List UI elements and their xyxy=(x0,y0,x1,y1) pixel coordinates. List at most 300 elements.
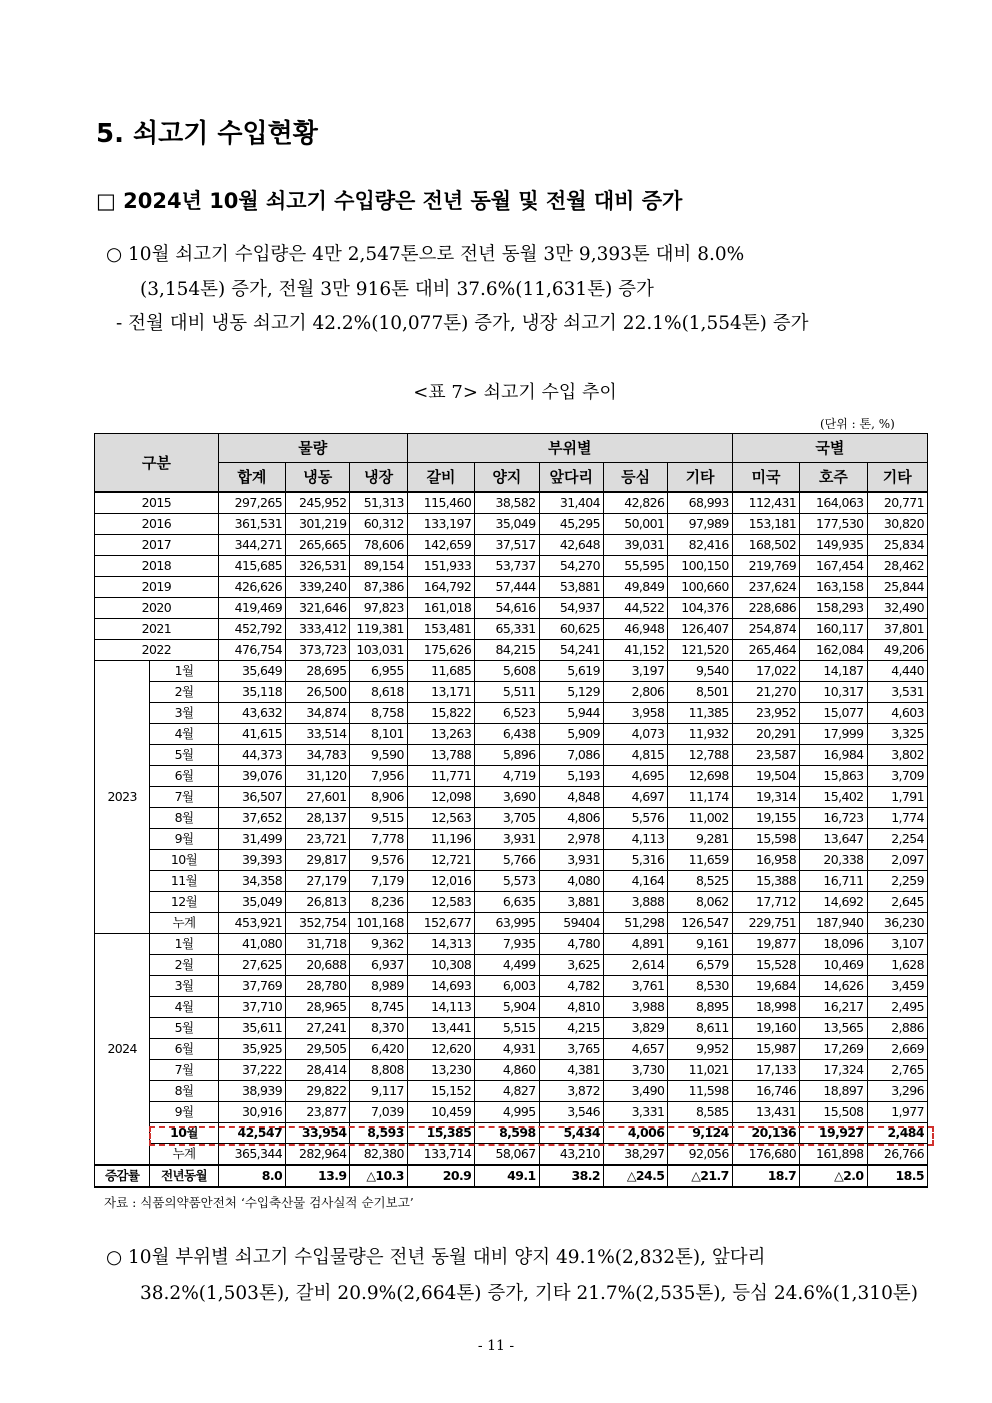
table-cell: 55,595 xyxy=(603,556,667,577)
table-cell: 50,001 xyxy=(603,514,667,535)
table-cell: 6,579 xyxy=(668,955,732,976)
month-label: 8월 xyxy=(150,1081,218,1102)
table-cell: 4,006 xyxy=(603,1123,667,1144)
table-cell: 20,136 xyxy=(732,1123,799,1144)
table-cell: 3,931 xyxy=(539,850,603,871)
month-label: 2월 xyxy=(150,955,218,976)
table-cell: 5,573 xyxy=(475,871,539,892)
month-label: 9월 xyxy=(150,1102,218,1123)
table-row xyxy=(95,850,928,871)
table-cell: 8,618 xyxy=(350,682,407,703)
month-label: 7월 xyxy=(150,1060,218,1081)
month-label: 12월 xyxy=(150,892,218,913)
column-header: 냉장 xyxy=(350,463,407,493)
table-cell: 42,648 xyxy=(539,535,603,556)
table-row xyxy=(95,577,928,598)
table-cell: 54,616 xyxy=(475,598,539,619)
table-cell: 2,765 xyxy=(867,1060,927,1081)
month-label: 1월 xyxy=(150,934,218,955)
month-label: 누계 xyxy=(150,1144,218,1166)
table-cell: 16,958 xyxy=(732,850,799,871)
table-cell: 9,576 xyxy=(350,850,407,871)
table-cell: 60,625 xyxy=(539,619,603,640)
table-cell: 100,660 xyxy=(668,577,732,598)
month-label: 누계 xyxy=(150,913,218,934)
table-cell: 13,230 xyxy=(407,1060,474,1081)
table-cell: 3,761 xyxy=(603,976,667,997)
table-cell: 4,440 xyxy=(867,661,927,682)
table-cell: 19,877 xyxy=(732,934,799,955)
table-cell: 162,084 xyxy=(800,640,867,661)
table-row xyxy=(95,1081,928,1102)
table-cell: 43,210 xyxy=(539,1144,603,1166)
table-cell: 36,230 xyxy=(867,913,927,934)
month-label: 6월 xyxy=(150,1039,218,1060)
table-cell: 49.1 xyxy=(475,1165,539,1187)
table-cell: 13.9 xyxy=(286,1165,350,1187)
table-cell: 21,270 xyxy=(732,682,799,703)
table-cell: 23,952 xyxy=(732,703,799,724)
table-cell: 37,222 xyxy=(218,1060,285,1081)
table-cell: 18,897 xyxy=(800,1081,867,1102)
table-cell: 177,530 xyxy=(800,514,867,535)
table-cell: 9,117 xyxy=(350,1081,407,1102)
table-cell: 41,615 xyxy=(218,724,285,745)
table-cell: 4,073 xyxy=(603,724,667,745)
table-cell: 1,628 xyxy=(867,955,927,976)
table-row xyxy=(95,619,928,640)
table-cell: 4,931 xyxy=(475,1039,539,1060)
table-cell: 4,806 xyxy=(539,808,603,829)
table-cell: 33,514 xyxy=(286,724,350,745)
table-cell: 42,547 xyxy=(218,1123,285,1144)
table-row xyxy=(95,1123,928,1144)
column-header-row xyxy=(95,463,928,493)
table-cell: 8,758 xyxy=(350,703,407,724)
table-cell: 27,241 xyxy=(286,1018,350,1039)
table-cell: 18.5 xyxy=(867,1165,927,1187)
table-cell: 4,848 xyxy=(539,787,603,808)
table-cell: 476,754 xyxy=(218,640,285,661)
table-cell: 8,611 xyxy=(668,1018,732,1039)
table-cell: 4,164 xyxy=(603,871,667,892)
table-cell: 42,826 xyxy=(603,492,667,514)
row-label: 2021 xyxy=(95,619,219,640)
table-cell: 19,160 xyxy=(732,1018,799,1039)
table-row xyxy=(95,829,928,850)
table-cell: 6,438 xyxy=(475,724,539,745)
table-cell: 34,874 xyxy=(286,703,350,724)
table-cell: 16,723 xyxy=(800,808,867,829)
table-row xyxy=(95,892,928,913)
table-cell: 28,965 xyxy=(286,997,350,1018)
table-cell: 8,062 xyxy=(668,892,732,913)
table-cell: 11,659 xyxy=(668,850,732,871)
table-caption: <표 7> 쇠고기 수입 추이 xyxy=(413,382,617,403)
month-label: 10월 xyxy=(150,1123,218,1144)
month-label: 4월 xyxy=(150,724,218,745)
table-cell: 4,697 xyxy=(603,787,667,808)
month-label: 10월 xyxy=(150,850,218,871)
table-cell: 89,154 xyxy=(350,556,407,577)
table-cell: 4,215 xyxy=(539,1018,603,1039)
column-header: 합계 xyxy=(218,463,285,493)
table-cell: 11,021 xyxy=(668,1060,732,1081)
table-cell: 326,531 xyxy=(286,556,350,577)
table-cell: 31,120 xyxy=(286,766,350,787)
table-cell: 158,293 xyxy=(800,598,867,619)
table-cell: 103,031 xyxy=(350,640,407,661)
table-cell: 5,129 xyxy=(539,682,603,703)
table-cell: 9,124 xyxy=(668,1123,732,1144)
table-cell: 41,080 xyxy=(218,934,285,955)
table-cell: 5,511 xyxy=(475,682,539,703)
table-cell: 4,810 xyxy=(539,997,603,1018)
table-cell: 12,583 xyxy=(407,892,474,913)
table-cell: 11,002 xyxy=(668,808,732,829)
table-cell: 6,937 xyxy=(350,955,407,976)
table-cell: 5,904 xyxy=(475,997,539,1018)
table-cell: 3,872 xyxy=(539,1081,603,1102)
month-label: 5월 xyxy=(150,1018,218,1039)
table-cell: 57,444 xyxy=(475,577,539,598)
table-cell: 29,817 xyxy=(286,850,350,871)
para1-line3: - 전월 대비 냉동 쇠고기 42.2%(10,077톤) 증가, 냉장 쇠고기 22.1%(1,554톤) 증가 xyxy=(116,313,809,334)
table-cell: 45,295 xyxy=(539,514,603,535)
table-row xyxy=(95,640,928,661)
table-cell: 23,877 xyxy=(286,1102,350,1123)
table-cell: 35,611 xyxy=(218,1018,285,1039)
table-cell: 452,792 xyxy=(218,619,285,640)
table-cell: 8,598 xyxy=(475,1123,539,1144)
table-cell: 7,778 xyxy=(350,829,407,850)
year-group-label: 2023 xyxy=(95,661,150,934)
table-cell: 15,822 xyxy=(407,703,474,724)
table-cell: 11,598 xyxy=(668,1081,732,1102)
table-cell: 419,469 xyxy=(218,598,285,619)
table-cell: 4,891 xyxy=(603,934,667,955)
table-cell: 149,935 xyxy=(800,535,867,556)
table-cell: 4,080 xyxy=(539,871,603,892)
table-cell: 44,522 xyxy=(603,598,667,619)
month-label: 5월 xyxy=(150,745,218,766)
table-cell: 11,771 xyxy=(407,766,474,787)
table-cell: 176,680 xyxy=(732,1144,799,1166)
table-cell: 5,576 xyxy=(603,808,667,829)
table-cell: 38.2 xyxy=(539,1165,603,1187)
column-header: 호주 xyxy=(800,463,867,493)
table-cell: 18,096 xyxy=(800,934,867,955)
table-cell: 245,952 xyxy=(286,492,350,514)
table-cell: 2,097 xyxy=(867,850,927,871)
table-cell: 33,954 xyxy=(286,1123,350,1144)
table-cell: 3,546 xyxy=(539,1102,603,1123)
table-cell: 153,481 xyxy=(407,619,474,640)
table-cell: 2,254 xyxy=(867,829,927,850)
table-cell: 28,695 xyxy=(286,661,350,682)
table-cell: 15,528 xyxy=(732,955,799,976)
table-cell: 17,269 xyxy=(800,1039,867,1060)
table-cell: 4,782 xyxy=(539,976,603,997)
table-cell: 161,018 xyxy=(407,598,474,619)
table-cell: 20,688 xyxy=(286,955,350,976)
table-row xyxy=(95,1102,928,1123)
table-cell: 59404 xyxy=(539,913,603,934)
table-cell: 16,711 xyxy=(800,871,867,892)
table-cell: 63,995 xyxy=(475,913,539,934)
table-cell: 20,291 xyxy=(732,724,799,745)
table-cell: 28,780 xyxy=(286,976,350,997)
table-cell: 126,407 xyxy=(668,619,732,640)
table-cell: 8,101 xyxy=(350,724,407,745)
table-cell: 4,657 xyxy=(603,1039,667,1060)
table-cell: 8,236 xyxy=(350,892,407,913)
table-cell: 20,338 xyxy=(800,850,867,871)
table-cell: 8,530 xyxy=(668,976,732,997)
table-cell: 3,931 xyxy=(475,829,539,850)
table-cell: 6,003 xyxy=(475,976,539,997)
table-cell: 2,669 xyxy=(867,1039,927,1060)
table-row xyxy=(95,556,928,577)
table-row xyxy=(95,598,928,619)
table-cell: 133,714 xyxy=(407,1144,474,1166)
table-cell: 3,459 xyxy=(867,976,927,997)
table-cell: 17,712 xyxy=(732,892,799,913)
table-cell: 1,977 xyxy=(867,1102,927,1123)
table-cell: 49,849 xyxy=(603,577,667,598)
table-cell: 14,313 xyxy=(407,934,474,955)
table-cell: 237,624 xyxy=(732,577,799,598)
table-cell: 8,895 xyxy=(668,997,732,1018)
table-cell: 164,792 xyxy=(407,577,474,598)
table-cell: 8,989 xyxy=(350,976,407,997)
table-cell: 3,331 xyxy=(603,1102,667,1123)
row-label: 2016 xyxy=(95,514,219,535)
table-cell: 115,460 xyxy=(407,492,474,514)
table-cell: 17,999 xyxy=(800,724,867,745)
table-cell: 142,659 xyxy=(407,535,474,556)
header-group-volume: 물량 xyxy=(218,434,407,463)
table-cell: 6,635 xyxy=(475,892,539,913)
table-cell: 321,646 xyxy=(286,598,350,619)
table-cell: 13,441 xyxy=(407,1018,474,1039)
table-cell: 121,520 xyxy=(668,640,732,661)
table-cell: 8,906 xyxy=(350,787,407,808)
table-cell: 11,685 xyxy=(407,661,474,682)
table-cell: 12,788 xyxy=(668,745,732,766)
table-cell: 27,179 xyxy=(286,871,350,892)
table-cell: 10,317 xyxy=(800,682,867,703)
table-cell: 29,822 xyxy=(286,1081,350,1102)
table-cell: 3,197 xyxy=(603,661,667,682)
table-row xyxy=(95,997,928,1018)
table-cell: 13,647 xyxy=(800,829,867,850)
table-cell: 4,780 xyxy=(539,934,603,955)
table-cell: 2,978 xyxy=(539,829,603,850)
table-cell: 17,133 xyxy=(732,1060,799,1081)
table-cell: 151,933 xyxy=(407,556,474,577)
table-cell: 10,469 xyxy=(800,955,867,976)
table-cell: 10,459 xyxy=(407,1102,474,1123)
month-label: 9월 xyxy=(150,829,218,850)
table-cell: 16,984 xyxy=(800,745,867,766)
table-cell: 37,710 xyxy=(218,997,285,1018)
table-cell: 97,823 xyxy=(350,598,407,619)
table-cell: 1,791 xyxy=(867,787,927,808)
section-title: 5. 쇠고기 수입현황 xyxy=(96,119,318,149)
table-cell: 3,690 xyxy=(475,787,539,808)
table-cell: 3,325 xyxy=(867,724,927,745)
source-note: 자료 : 식품의약품안전처 ‘수입축산물 검사실적 순기보고’ xyxy=(104,1195,414,1210)
column-header: 등심 xyxy=(603,463,667,493)
table-cell: 12,098 xyxy=(407,787,474,808)
table-cell: 8,808 xyxy=(350,1060,407,1081)
table-cell: 265,665 xyxy=(286,535,350,556)
table-cell: 31,718 xyxy=(286,934,350,955)
table-cell: 14,692 xyxy=(800,892,867,913)
table-cell: 43,632 xyxy=(218,703,285,724)
table-cell: 34,358 xyxy=(218,871,285,892)
table-cell: 31,499 xyxy=(218,829,285,850)
table-cell: 26,813 xyxy=(286,892,350,913)
column-header: 기타 xyxy=(668,463,732,493)
table-cell: 4,603 xyxy=(867,703,927,724)
table-cell: 37,801 xyxy=(867,619,927,640)
table-cell: 161,898 xyxy=(800,1144,867,1166)
table-cell: 39,393 xyxy=(218,850,285,871)
table-cell: 11,174 xyxy=(668,787,732,808)
table-cell: 112,431 xyxy=(732,492,799,514)
table-cell: 8,501 xyxy=(668,682,732,703)
table-cell: 352,754 xyxy=(286,913,350,934)
table-cell: 163,158 xyxy=(800,577,867,598)
month-label: 8월 xyxy=(150,808,218,829)
row-label: 2022 xyxy=(95,640,219,661)
table-cell: 12,698 xyxy=(668,766,732,787)
table-cell: 297,265 xyxy=(218,492,285,514)
table-cell: 54,270 xyxy=(539,556,603,577)
table-cell: 153,181 xyxy=(732,514,799,535)
rate-sublabel: 전년동월 xyxy=(150,1165,218,1187)
month-label: 3월 xyxy=(150,976,218,997)
table-cell: 5,193 xyxy=(539,766,603,787)
table-cell: 60,312 xyxy=(350,514,407,535)
table-cell: 9,590 xyxy=(350,745,407,766)
header-group-part: 부위별 xyxy=(407,434,732,463)
table-cell: 23,721 xyxy=(286,829,350,850)
table-cell: 87,386 xyxy=(350,577,407,598)
table-row xyxy=(95,787,928,808)
table-cell: 2,259 xyxy=(867,871,927,892)
table-cell: 14,113 xyxy=(407,997,474,1018)
table-cell: 20.9 xyxy=(407,1165,474,1187)
table-cell: 5,608 xyxy=(475,661,539,682)
table-cell: 133,197 xyxy=(407,514,474,535)
table-cell: 126,547 xyxy=(668,913,732,934)
table-cell: 3,829 xyxy=(603,1018,667,1039)
table-cell: 4,860 xyxy=(475,1060,539,1081)
table-cell: 9,952 xyxy=(668,1039,732,1060)
table-cell: 167,454 xyxy=(800,556,867,577)
table-cell: △2.0 xyxy=(800,1165,867,1187)
table-cell: 4,499 xyxy=(475,955,539,976)
rate-label: 증감률 xyxy=(95,1165,150,1187)
table-cell: 3,625 xyxy=(539,955,603,976)
para2-line2: 38.2%(1,503톤), 갈비 20.9%(2,664톤) 증가, 기타 21.7%(2,535톤), 등심 24.6%(1,310톤) xyxy=(140,1283,918,1304)
table-row xyxy=(95,661,928,682)
month-label: 7월 xyxy=(150,787,218,808)
table-cell: 16,746 xyxy=(732,1081,799,1102)
table-cell: 168,502 xyxy=(732,535,799,556)
row-label: 2020 xyxy=(95,598,219,619)
table-cell: 7,956 xyxy=(350,766,407,787)
table-cell: 35,649 xyxy=(218,661,285,682)
table-cell: 11,932 xyxy=(668,724,732,745)
table-cell: 2,886 xyxy=(867,1018,927,1039)
year-group-label: 2024 xyxy=(95,934,150,1166)
column-header: 냉동 xyxy=(286,463,350,493)
table-cell: 4,827 xyxy=(475,1081,539,1102)
table-cell: 3,888 xyxy=(603,892,667,913)
table-cell: 37,769 xyxy=(218,976,285,997)
table-row xyxy=(95,1144,928,1166)
table-cell: 160,117 xyxy=(800,619,867,640)
table-cell: 28,137 xyxy=(286,808,350,829)
table-cell: 16,217 xyxy=(800,997,867,1018)
table-cell: 6,523 xyxy=(475,703,539,724)
table-cell: 26,766 xyxy=(867,1144,927,1166)
table-cell: 23,587 xyxy=(732,745,799,766)
table-cell: 101,168 xyxy=(350,913,407,934)
table-cell: 19,155 xyxy=(732,808,799,829)
table-cell: 15,385 xyxy=(407,1123,474,1144)
table-cell: 104,376 xyxy=(668,598,732,619)
table-cell: 38,297 xyxy=(603,1144,667,1166)
table-cell: 25,844 xyxy=(867,577,927,598)
month-label: 11월 xyxy=(150,871,218,892)
table-cell: 19,927 xyxy=(800,1123,867,1144)
table-cell: 4,113 xyxy=(603,829,667,850)
table-cell: 37,652 xyxy=(218,808,285,829)
table-cell: 9,515 xyxy=(350,808,407,829)
table-cell: 15,077 xyxy=(800,703,867,724)
table-row xyxy=(95,724,928,745)
table-cell: 54,937 xyxy=(539,598,603,619)
table-cell: 282,964 xyxy=(286,1144,350,1166)
table-cell: 11,385 xyxy=(668,703,732,724)
table-cell: 4,381 xyxy=(539,1060,603,1081)
column-header: 미국 xyxy=(732,463,799,493)
table-cell: 15,388 xyxy=(732,871,799,892)
table-cell: 35,049 xyxy=(218,892,285,913)
table-cell: 30,820 xyxy=(867,514,927,535)
table-cell: 3,802 xyxy=(867,745,927,766)
table-cell: 8,525 xyxy=(668,871,732,892)
table-cell: 373,723 xyxy=(286,640,350,661)
table-cell: 53,881 xyxy=(539,577,603,598)
headline: □ 2024년 10월 쇠고기 수입량은 전년 동월 및 전월 대비 증가 xyxy=(96,189,683,213)
table-cell: 4,815 xyxy=(603,745,667,766)
table-cell: 27,601 xyxy=(286,787,350,808)
table-cell: 7,086 xyxy=(539,745,603,766)
table-cell: 187,940 xyxy=(800,913,867,934)
page-number: - 11 - xyxy=(477,1338,515,1354)
table-cell: 15,863 xyxy=(800,766,867,787)
table-cell: 12,563 xyxy=(407,808,474,829)
table-cell: 53,737 xyxy=(475,556,539,577)
table-cell: 8,745 xyxy=(350,997,407,1018)
table-cell: 84,215 xyxy=(475,640,539,661)
